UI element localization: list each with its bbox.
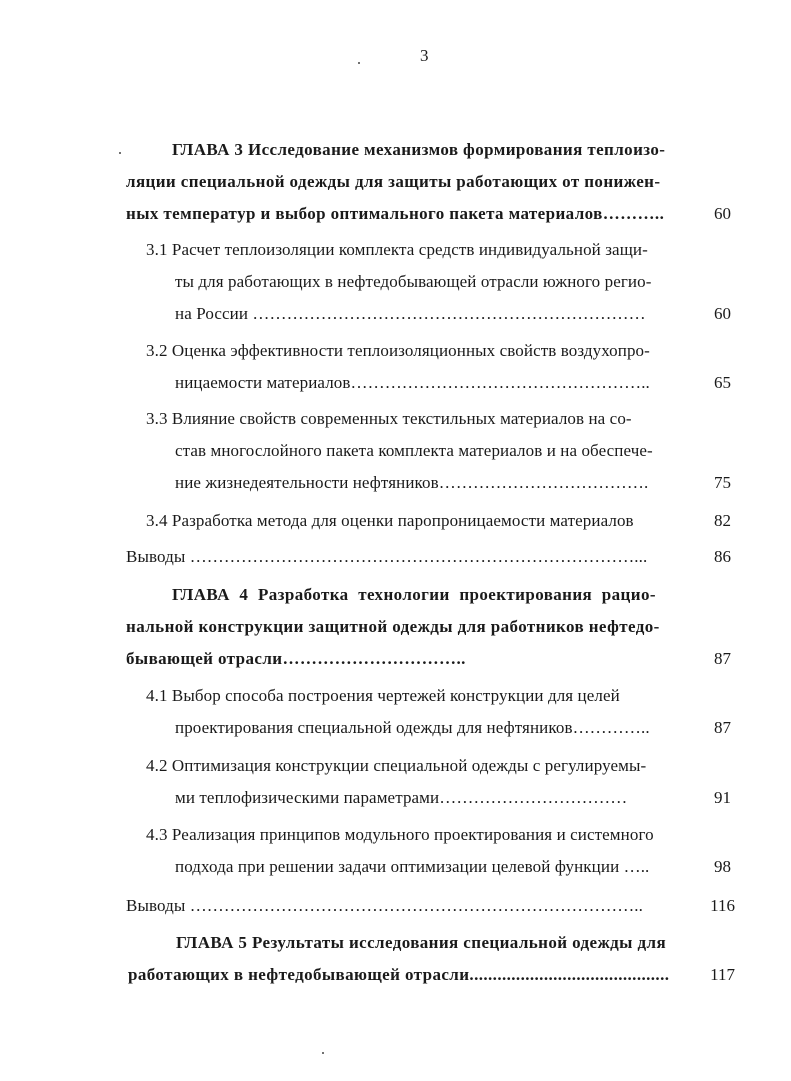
toc-chapter-4-line-3: бывающей отрасли………………………….. [126,649,466,668]
toc-chapter-4-line-2: нальной конструкции защитной одежды для работников нефтедо- [126,617,660,636]
toc-section-4-3-line-1: 4.3 Реализация принципов модульного проектирования и системного [146,825,654,844]
toc-chapter-3-line-1: ГЛАВА 3 Исследование механизмов формирования теплоизо- [172,140,666,159]
toc-section-3-1-line-3: на России …………………………………………………………… [175,304,646,323]
toc-section-3-2-page: 65 [714,373,731,392]
toc-section-3-1-line-1: 3.1 Расчет теплоизоляции комплекта средств индивидуальной защи- [146,240,648,259]
toc-section-4-1-line-1: 4.1 Выбор способа построения чертежей конструкции для целей [146,686,620,705]
scan-speck [322,1052,324,1054]
toc-section-4-2-page: 91 [714,788,731,807]
toc-section-3-3-line-3: ние жизнедеятельности нефтяников………………………………. [175,473,649,492]
toc-section-4-1-line-2: проектирования специальной одежды для нефтяников………….. [175,718,650,737]
toc-chapter-5-line-1: ГЛАВА 5 Результаты исследования специальной одежды для [176,933,667,952]
toc-section-4-3-line-2: подхода при решении задачи оптимизации целевой функции ….. [175,857,650,876]
toc-conclusions-2-page: 116 [710,896,735,915]
toc-section-4-2-line-1: 4.2 Оптимизация конструкции специальной одежды с регулируемы- [146,756,647,775]
toc-section-3-3-line-2: став многослойного пакета комплекта материалов и на обеспече- [175,441,653,460]
toc-chapter-5-page: 117 [710,965,735,984]
toc-chapter-4-page: 87 [714,649,731,668]
toc-section-3-3-line-1: 3.3 Влияние свойств современных текстильных материалов на со- [146,409,632,428]
toc-chapter-4-line-1: ГЛАВА 4 Разработка технологии проектирования рацио- [172,585,656,604]
toc-conclusions-1-page: 86 [714,547,731,566]
toc-section-3-1-page: 60 [714,304,731,323]
toc-section-4-2-line-2: ми теплофизическими параметрами…………………………… [175,788,628,807]
toc-section-3-2-line-1: 3.2 Оценка эффективности теплоизоляционных свойств воздухопро- [146,341,650,360]
toc-section-3-1-line-2: ты для работающих в нефтедобывающей отрасли южного регио- [175,272,652,291]
toc-chapter-3-line-3: ных температур и выбор оптимального пакета материалов……….. [126,204,665,223]
page-number: 3 [420,46,429,65]
toc-conclusions-1: Выводы ……………………………………………………………………... [126,547,648,566]
toc-conclusions-2: Выводы …………………………………………………………………….. [126,896,644,915]
toc-section-3-3-page: 75 [714,473,731,492]
toc-section-3-2-line-2: ницаемости материалов…………………………………………….. [175,373,650,392]
toc-chapter-3-page: 60 [714,204,731,223]
toc-section-3-4-line-1: 3.4 Разработка метода для оценки паропроницаемости материалов [146,511,634,530]
toc-section-3-4-page: 82 [714,511,731,530]
scan-speck [119,152,121,154]
toc-chapter-5-line-2: работающих в нефтедобывающей отрасли........................................... [128,965,670,984]
scan-speck [358,62,360,64]
toc-section-4-1-page: 87 [714,718,731,737]
toc-section-4-3-page: 98 [714,857,731,876]
toc-chapter-3-line-2: ляции специальной одежды для защиты работающих от понижен- [126,172,661,191]
